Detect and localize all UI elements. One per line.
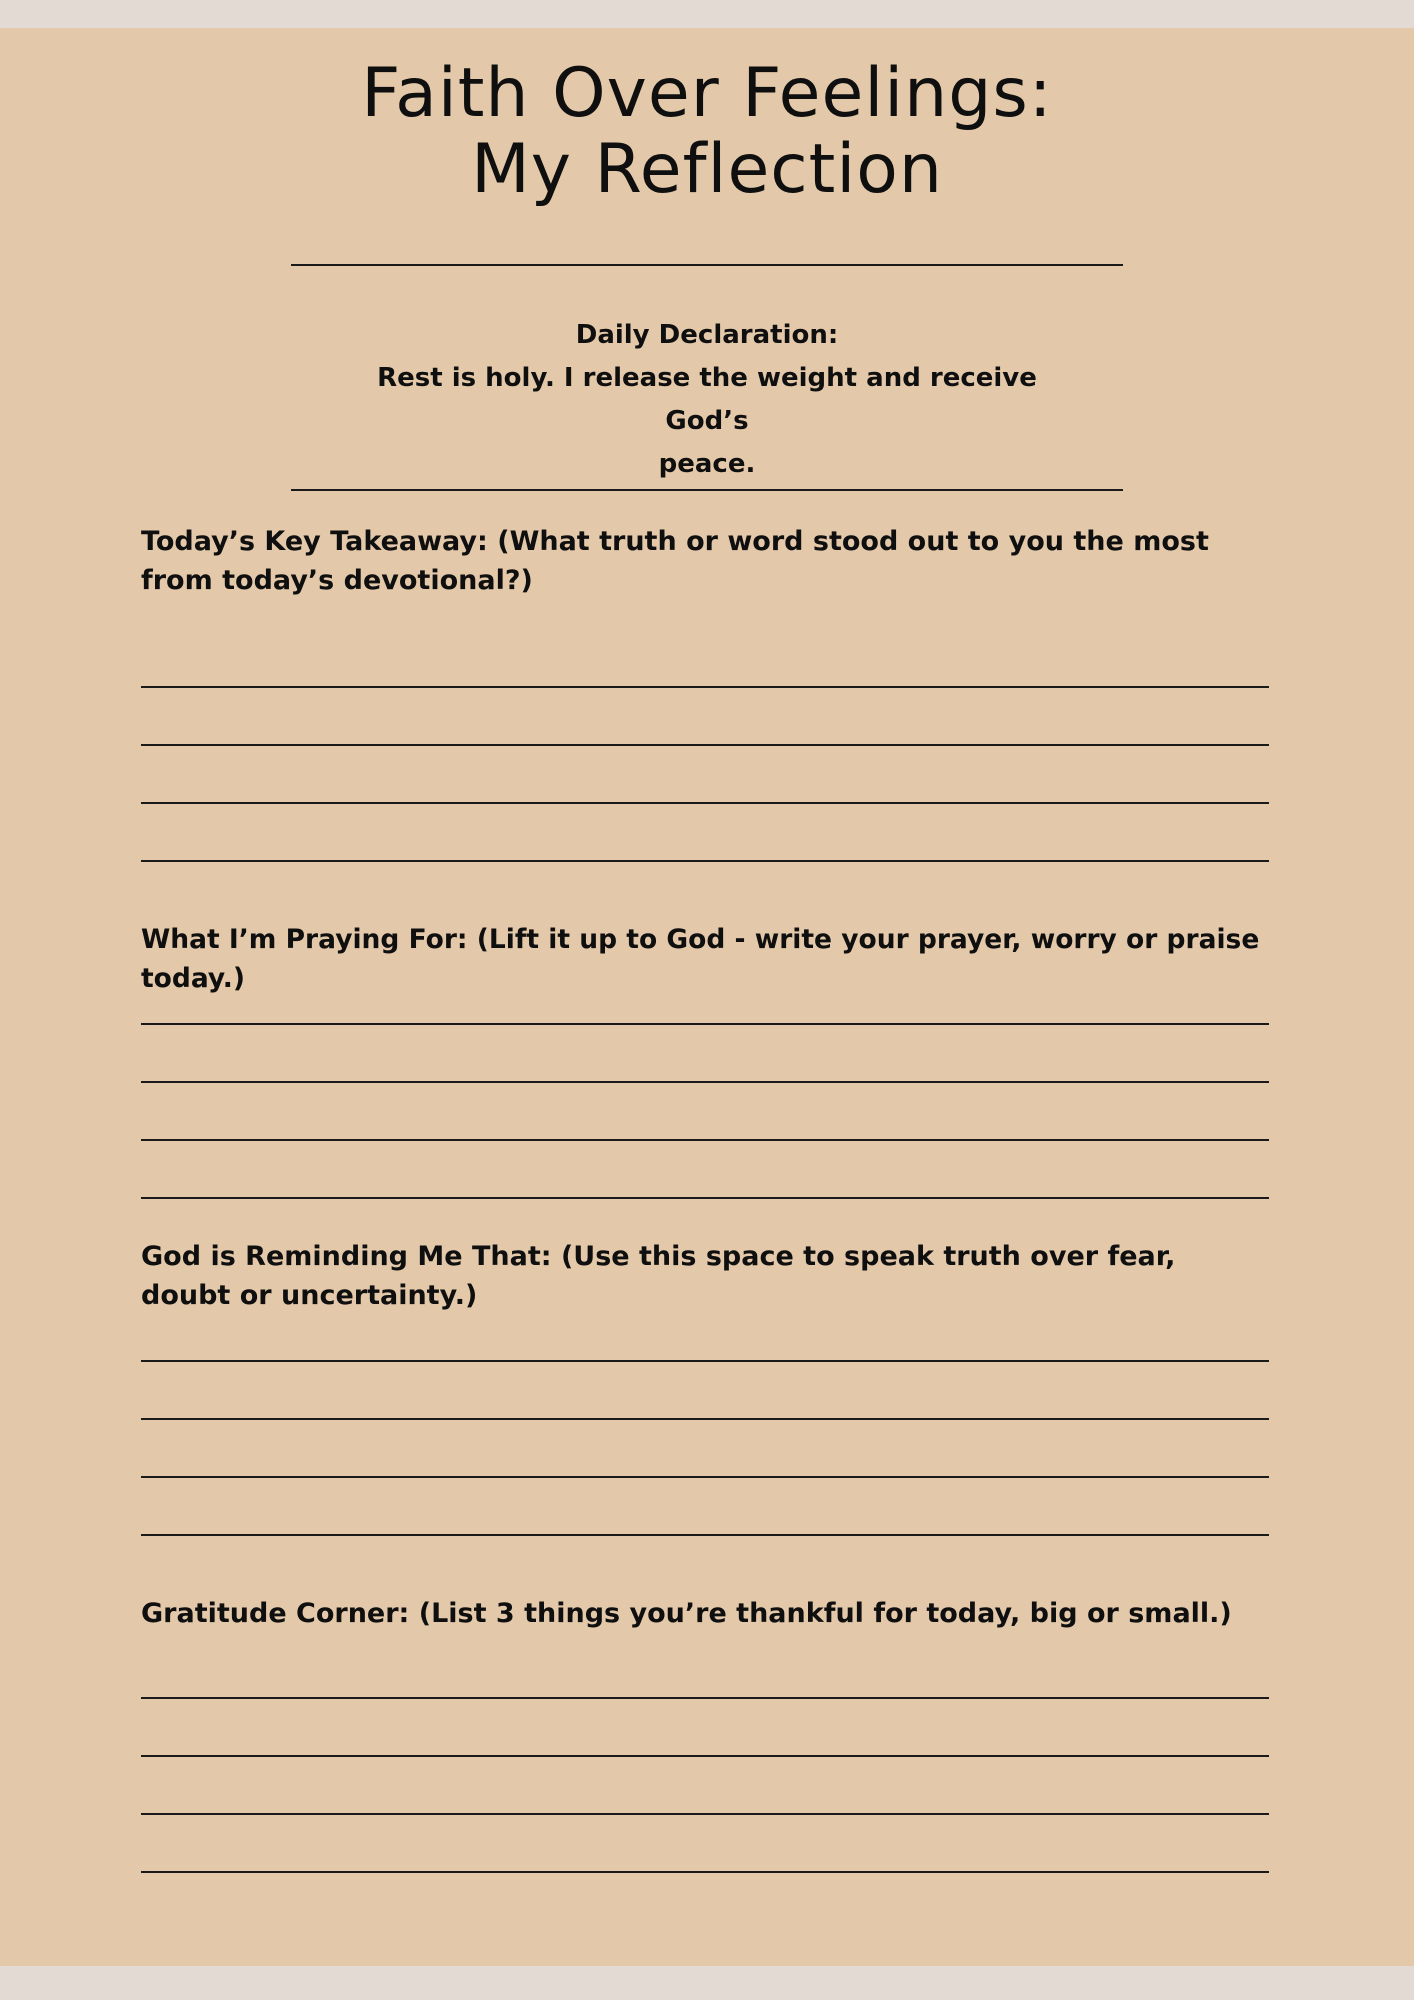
daily-declaration: [340, 314, 1074, 486]
page-title: [0, 56, 1414, 208]
key-takeaway-write-line[interactable]: [141, 802, 1269, 804]
declaration-heading: Daily Declaration:: [575, 320, 839, 350]
praying-for-write-line[interactable]: [141, 1197, 1269, 1199]
god-reminding-heading: God is Reminding Me That: (Use this space to speak truth over fear, doubt or uncertainty.): [141, 1241, 1176, 1311]
page-title-line-1: Faith Over Feelings:: [361, 54, 1053, 133]
gratitude-corner-write-line[interactable]: [141, 1813, 1269, 1815]
gratitude-corner-write-line[interactable]: [141, 1871, 1269, 1873]
declaration-divider: [291, 489, 1123, 491]
page-title-line-2: My Reflection: [471, 130, 943, 209]
praying-for-heading: What I’m Praying For: (Lift it up to God - write your prayer, worry or praise today.): [141, 924, 1260, 994]
praying-for-write-line[interactable]: [141, 1081, 1269, 1083]
key-takeaway-write-line[interactable]: [141, 686, 1269, 688]
key-takeaway-heading: Today’s Key Takeaway: (What truth or word stood out to you the most from today’s devotional?): [141, 526, 1209, 596]
declaration-text-line-2: peace.: [658, 449, 756, 479]
gratitude-corner-write-line[interactable]: [141, 1755, 1269, 1757]
god-reminding-write-line[interactable]: [141, 1360, 1269, 1362]
key-takeaway-write-line[interactable]: [141, 860, 1269, 862]
gratitude-corner-write-line[interactable]: [141, 1697, 1269, 1699]
declaration-text-line-1: Rest is holy. I release the weight and receive God’s: [377, 363, 1037, 436]
praying-for-write-line[interactable]: [141, 1139, 1269, 1141]
key-takeaway-write-line[interactable]: [141, 744, 1269, 746]
god-reminding-write-line[interactable]: [141, 1534, 1269, 1536]
god-reminding-write-line[interactable]: [141, 1418, 1269, 1420]
gratitude-corner-heading: Gratitude Corner: (List 3 things you’re thankful for today, big or small.): [141, 1598, 1232, 1629]
title-divider: [291, 264, 1123, 266]
praying-for-write-line[interactable]: [141, 1023, 1269, 1025]
god-reminding-write-line[interactable]: [141, 1476, 1269, 1478]
